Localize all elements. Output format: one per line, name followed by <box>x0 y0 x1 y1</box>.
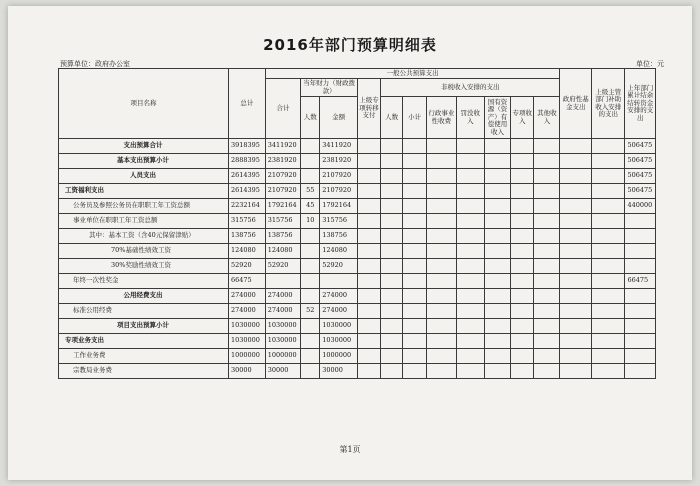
cell-total: 274000 <box>228 304 265 319</box>
cell-subtotal: 1000000 <box>265 349 301 364</box>
cell-subtotal: 3411920 <box>265 139 301 154</box>
table-row <box>59 154 656 169</box>
empty-cell <box>484 319 510 334</box>
cell-last-year <box>625 214 656 229</box>
cell-last-year: 440000 <box>625 199 656 214</box>
empty-cell <box>534 244 560 259</box>
empty-cell <box>591 289 625 304</box>
cell-subtotal: 315756 <box>265 214 301 229</box>
header-upper-dept: 上级主管部门补助收入安排的支出 <box>591 69 625 139</box>
empty-cell <box>534 289 560 304</box>
cell-total: 138756 <box>228 229 265 244</box>
empty-cell <box>427 319 456 334</box>
cell-total: 1030000 <box>228 319 265 334</box>
empty-cell <box>427 169 456 184</box>
empty-cell <box>381 274 403 289</box>
empty-cell <box>484 304 510 319</box>
empty-cell <box>456 319 484 334</box>
header-nt-people: 人数 <box>381 97 403 139</box>
empty-cell <box>456 289 484 304</box>
cell-total: 2614395 <box>228 169 265 184</box>
row-label: 70%基础性绩效工资 <box>59 244 229 259</box>
cell-amount: 2381920 <box>320 154 358 169</box>
row-label: 30%奖励性绩效工资 <box>59 259 229 274</box>
cell-people <box>301 364 320 379</box>
empty-cell <box>456 244 484 259</box>
cell-total: 30000 <box>228 364 265 379</box>
header-special-income: 专项收入 <box>511 97 534 139</box>
empty-cell <box>403 274 427 289</box>
empty-cell <box>403 184 427 199</box>
cell-amount: 1030000 <box>320 319 358 334</box>
empty-cell <box>456 364 484 379</box>
empty-cell <box>511 364 534 379</box>
cell-total: 3918395 <box>228 139 265 154</box>
header-current-fiscal: 当年财力（财政拨款） <box>301 79 358 97</box>
empty-cell <box>591 244 625 259</box>
cell-people: 55 <box>301 184 320 199</box>
empty-cell <box>560 169 591 184</box>
empty-cell <box>358 274 381 289</box>
cell-subtotal: 274000 <box>265 304 301 319</box>
empty-cell <box>403 304 427 319</box>
empty-cell <box>591 184 625 199</box>
cell-last-year: 66475 <box>625 274 656 289</box>
table-row <box>59 229 656 244</box>
table-row <box>59 334 656 349</box>
empty-cell <box>511 334 534 349</box>
table-row <box>59 259 656 274</box>
cell-amount: 30000 <box>320 364 358 379</box>
cell-last-year <box>625 349 656 364</box>
header-fines: 罚没收入 <box>456 97 484 139</box>
empty-cell <box>484 274 510 289</box>
header-other-income: 其他收入 <box>534 97 560 139</box>
row-label: 事业单位在职职工年工资总额 <box>59 214 229 229</box>
empty-cell <box>403 349 427 364</box>
empty-cell <box>381 319 403 334</box>
table-row <box>59 349 656 364</box>
empty-cell <box>456 274 484 289</box>
empty-cell <box>381 334 403 349</box>
table-row <box>59 304 656 319</box>
row-label: 公务员及参照公务员在职职工年工资总额 <box>59 199 229 214</box>
cell-people <box>301 244 320 259</box>
empty-cell <box>560 319 591 334</box>
cell-amount: 138756 <box>320 229 358 244</box>
empty-cell <box>403 364 427 379</box>
empty-cell <box>534 199 560 214</box>
empty-cell <box>534 334 560 349</box>
cell-total: 1000000 <box>228 349 265 364</box>
cell-total: 124080 <box>228 244 265 259</box>
empty-cell <box>381 169 403 184</box>
empty-cell <box>484 289 510 304</box>
empty-cell <box>511 184 534 199</box>
cell-total: 274000 <box>228 289 265 304</box>
empty-cell <box>427 274 456 289</box>
empty-cell <box>484 154 510 169</box>
empty-cell <box>381 259 403 274</box>
document-page <box>8 6 692 480</box>
empty-cell <box>560 304 591 319</box>
header-people: 人数 <box>301 97 320 139</box>
empty-cell <box>484 139 510 154</box>
empty-cell <box>456 214 484 229</box>
empty-cell <box>456 184 484 199</box>
cell-subtotal: 1030000 <box>265 319 301 334</box>
empty-cell <box>591 304 625 319</box>
empty-cell <box>560 274 591 289</box>
empty-cell <box>591 349 625 364</box>
header-amount: 金额 <box>320 97 358 139</box>
empty-cell <box>511 229 534 244</box>
cell-people <box>301 349 320 364</box>
cell-last-year <box>625 229 656 244</box>
empty-cell <box>534 259 560 274</box>
cell-last-year: 506475 <box>625 154 656 169</box>
cell-subtotal <box>265 274 301 289</box>
cell-people <box>301 139 320 154</box>
empty-cell <box>456 169 484 184</box>
empty-cell <box>427 154 456 169</box>
cell-subtotal: 2381920 <box>265 154 301 169</box>
row-label: 专项业务支出 <box>59 334 229 349</box>
empty-cell <box>560 259 591 274</box>
empty-cell <box>381 364 403 379</box>
empty-cell <box>427 259 456 274</box>
page-number: 第1页 <box>339 445 361 454</box>
empty-cell <box>511 169 534 184</box>
empty-cell <box>591 259 625 274</box>
empty-cell <box>381 349 403 364</box>
cell-amount <box>320 274 358 289</box>
row-label: 公用经费支出 <box>59 289 229 304</box>
empty-cell <box>484 349 510 364</box>
empty-cell <box>381 214 403 229</box>
empty-cell <box>403 334 427 349</box>
empty-cell <box>560 154 591 169</box>
header-upper-transfer: 上级专项转移支付 <box>358 79 381 139</box>
cell-people <box>301 289 320 304</box>
empty-cell <box>403 289 427 304</box>
empty-cell <box>358 139 381 154</box>
cell-last-year <box>625 304 656 319</box>
empty-cell <box>534 349 560 364</box>
empty-cell <box>403 319 427 334</box>
empty-cell <box>591 364 625 379</box>
empty-cell <box>358 199 381 214</box>
empty-cell <box>403 214 427 229</box>
cell-people <box>301 274 320 289</box>
empty-cell <box>358 259 381 274</box>
cell-amount: 52920 <box>320 259 358 274</box>
page-title: 2016年部门预算明细表 <box>263 36 437 54</box>
cell-amount: 2107920 <box>320 169 358 184</box>
empty-cell <box>560 199 591 214</box>
cell-total: 66475 <box>228 274 265 289</box>
empty-cell <box>484 334 510 349</box>
empty-cell <box>427 304 456 319</box>
empty-cell <box>427 334 456 349</box>
cell-subtotal: 1792164 <box>265 199 301 214</box>
empty-cell <box>511 154 534 169</box>
budget-table <box>58 68 656 379</box>
table-row <box>59 364 656 379</box>
empty-cell <box>560 334 591 349</box>
budget-unit-label: 预算单位：政府办公室 <box>60 60 130 68</box>
empty-cell <box>358 214 381 229</box>
empty-cell <box>358 184 381 199</box>
cell-total: 2614395 <box>228 184 265 199</box>
empty-cell <box>427 349 456 364</box>
empty-cell <box>511 319 534 334</box>
cell-total: 2888395 <box>228 154 265 169</box>
empty-cell <box>534 319 560 334</box>
empty-cell <box>381 229 403 244</box>
header-nt-subtotal: 小计 <box>403 97 427 139</box>
cell-amount: 1030000 <box>320 334 358 349</box>
empty-cell <box>381 154 403 169</box>
empty-cell <box>456 334 484 349</box>
empty-cell <box>427 244 456 259</box>
empty-cell <box>484 169 510 184</box>
empty-cell <box>534 169 560 184</box>
empty-cell <box>427 184 456 199</box>
cell-amount: 1000000 <box>320 349 358 364</box>
empty-cell <box>511 349 534 364</box>
cell-last-year <box>625 364 656 379</box>
empty-cell <box>358 154 381 169</box>
empty-cell <box>403 169 427 184</box>
cell-subtotal: 124080 <box>265 244 301 259</box>
cell-total: 1030000 <box>228 334 265 349</box>
empty-cell <box>403 229 427 244</box>
currency-unit-label: 单位：元 <box>636 60 664 68</box>
cell-amount: 3411920 <box>320 139 358 154</box>
header-admin-fee: 行政事业性收费 <box>427 97 456 139</box>
empty-cell <box>534 229 560 244</box>
empty-cell <box>358 319 381 334</box>
empty-cell <box>456 199 484 214</box>
empty-cell <box>511 214 534 229</box>
empty-cell <box>591 214 625 229</box>
empty-cell <box>560 139 591 154</box>
header-non-tax: 非税收入安排的支出 <box>381 79 560 97</box>
empty-cell <box>427 229 456 244</box>
table-row <box>59 244 656 259</box>
cell-subtotal: 1030000 <box>265 334 301 349</box>
cell-people: 45 <box>301 199 320 214</box>
cell-people <box>301 169 320 184</box>
table-row <box>59 289 656 304</box>
empty-cell <box>511 199 534 214</box>
empty-cell <box>511 289 534 304</box>
cell-total: 52920 <box>228 259 265 274</box>
empty-cell <box>534 154 560 169</box>
table-row <box>59 139 656 154</box>
cell-last-year <box>625 319 656 334</box>
cell-people <box>301 319 320 334</box>
empty-cell <box>381 289 403 304</box>
empty-cell <box>484 244 510 259</box>
empty-cell <box>427 214 456 229</box>
empty-cell <box>511 259 534 274</box>
cell-last-year <box>625 259 656 274</box>
empty-cell <box>511 139 534 154</box>
row-label: 工资福利支出 <box>59 184 229 199</box>
row-label: 工作业务费 <box>59 349 229 364</box>
cell-people: 52 <box>301 304 320 319</box>
cell-people <box>301 259 320 274</box>
cell-last-year: 506475 <box>625 169 656 184</box>
table-row <box>59 199 656 214</box>
cell-amount: 274000 <box>320 304 358 319</box>
empty-cell <box>591 169 625 184</box>
empty-cell <box>591 154 625 169</box>
empty-cell <box>560 364 591 379</box>
cell-last-year: 506475 <box>625 139 656 154</box>
empty-cell <box>534 364 560 379</box>
empty-cell <box>534 139 560 154</box>
empty-cell <box>591 319 625 334</box>
empty-cell <box>381 199 403 214</box>
cell-last-year <box>625 244 656 259</box>
empty-cell <box>427 289 456 304</box>
empty-cell <box>358 169 381 184</box>
empty-cell <box>358 229 381 244</box>
empty-cell <box>427 139 456 154</box>
empty-cell <box>534 274 560 289</box>
header-last-year: 上年部门累计结余结转资金安排的支出 <box>625 69 656 139</box>
empty-cell <box>560 184 591 199</box>
row-label: 标准公用经费 <box>59 304 229 319</box>
empty-cell <box>534 304 560 319</box>
cell-subtotal: 138756 <box>265 229 301 244</box>
header-gov-fund: 政府性基金支出 <box>560 69 591 139</box>
table-body <box>59 139 656 379</box>
header-subtotal: 合计 <box>265 79 301 139</box>
empty-cell <box>484 184 510 199</box>
empty-cell <box>511 274 534 289</box>
empty-cell <box>534 184 560 199</box>
empty-cell <box>591 229 625 244</box>
empty-cell <box>381 304 403 319</box>
empty-cell <box>403 139 427 154</box>
row-label: 宗教局业务费 <box>59 364 229 379</box>
empty-cell <box>427 364 456 379</box>
cell-amount: 2107920 <box>320 184 358 199</box>
empty-cell <box>403 244 427 259</box>
cell-amount: 1792164 <box>320 199 358 214</box>
empty-cell <box>456 154 484 169</box>
table-row <box>59 274 656 289</box>
cell-people <box>301 334 320 349</box>
table-row <box>59 319 656 334</box>
cell-last-year <box>625 334 656 349</box>
row-label: 人员支出 <box>59 169 229 184</box>
cell-amount: 274000 <box>320 289 358 304</box>
empty-cell <box>403 259 427 274</box>
header-item-name: 项目名称 <box>59 69 229 139</box>
cell-subtotal: 2107920 <box>265 169 301 184</box>
cell-people <box>301 154 320 169</box>
cell-last-year: 506475 <box>625 184 656 199</box>
table-row <box>59 184 656 199</box>
empty-cell <box>591 334 625 349</box>
cell-subtotal: 30000 <box>265 364 301 379</box>
empty-cell <box>484 214 510 229</box>
row-label: 支出预算合计 <box>59 139 229 154</box>
empty-cell <box>456 139 484 154</box>
row-label: 项目支出预算小计 <box>59 319 229 334</box>
empty-cell <box>484 259 510 274</box>
header-state-asset: 国有资源（资产）有偿使用收入 <box>484 97 510 139</box>
empty-cell <box>591 274 625 289</box>
row-label: 其中：基本工资（含40元保留津贴） <box>59 229 229 244</box>
empty-cell <box>456 259 484 274</box>
empty-cell <box>484 199 510 214</box>
empty-cell <box>358 334 381 349</box>
empty-cell <box>456 304 484 319</box>
cell-total: 2232164 <box>228 199 265 214</box>
empty-cell <box>560 229 591 244</box>
cell-last-year <box>625 289 656 304</box>
empty-cell <box>511 304 534 319</box>
empty-cell <box>358 244 381 259</box>
cell-people <box>301 229 320 244</box>
empty-cell <box>560 289 591 304</box>
table-header <box>59 69 656 139</box>
empty-cell <box>403 154 427 169</box>
empty-cell <box>381 139 403 154</box>
cell-amount: 315756 <box>320 214 358 229</box>
empty-cell <box>358 364 381 379</box>
empty-cell <box>560 244 591 259</box>
empty-cell <box>358 349 381 364</box>
empty-cell <box>560 349 591 364</box>
empty-cell <box>560 214 591 229</box>
cell-total: 315756 <box>228 214 265 229</box>
empty-cell <box>484 364 510 379</box>
table-row <box>59 169 656 184</box>
header-general-public: 一般公共预算支出 <box>265 69 560 79</box>
table-row <box>59 214 656 229</box>
cell-subtotal: 2107920 <box>265 184 301 199</box>
empty-cell <box>427 199 456 214</box>
cell-subtotal: 274000 <box>265 289 301 304</box>
empty-cell <box>591 139 625 154</box>
empty-cell <box>534 214 560 229</box>
empty-cell <box>456 229 484 244</box>
row-label: 年终一次性奖金 <box>59 274 229 289</box>
cell-subtotal: 52920 <box>265 259 301 274</box>
cell-people: 10 <box>301 214 320 229</box>
row-label: 基本支出预算小计 <box>59 154 229 169</box>
cell-amount: 124080 <box>320 244 358 259</box>
empty-cell <box>403 199 427 214</box>
empty-cell <box>591 199 625 214</box>
empty-cell <box>358 289 381 304</box>
header-total: 总计 <box>228 69 265 139</box>
empty-cell <box>358 304 381 319</box>
empty-cell <box>381 244 403 259</box>
empty-cell <box>381 184 403 199</box>
empty-cell <box>484 229 510 244</box>
empty-cell <box>456 349 484 364</box>
empty-cell <box>511 244 534 259</box>
